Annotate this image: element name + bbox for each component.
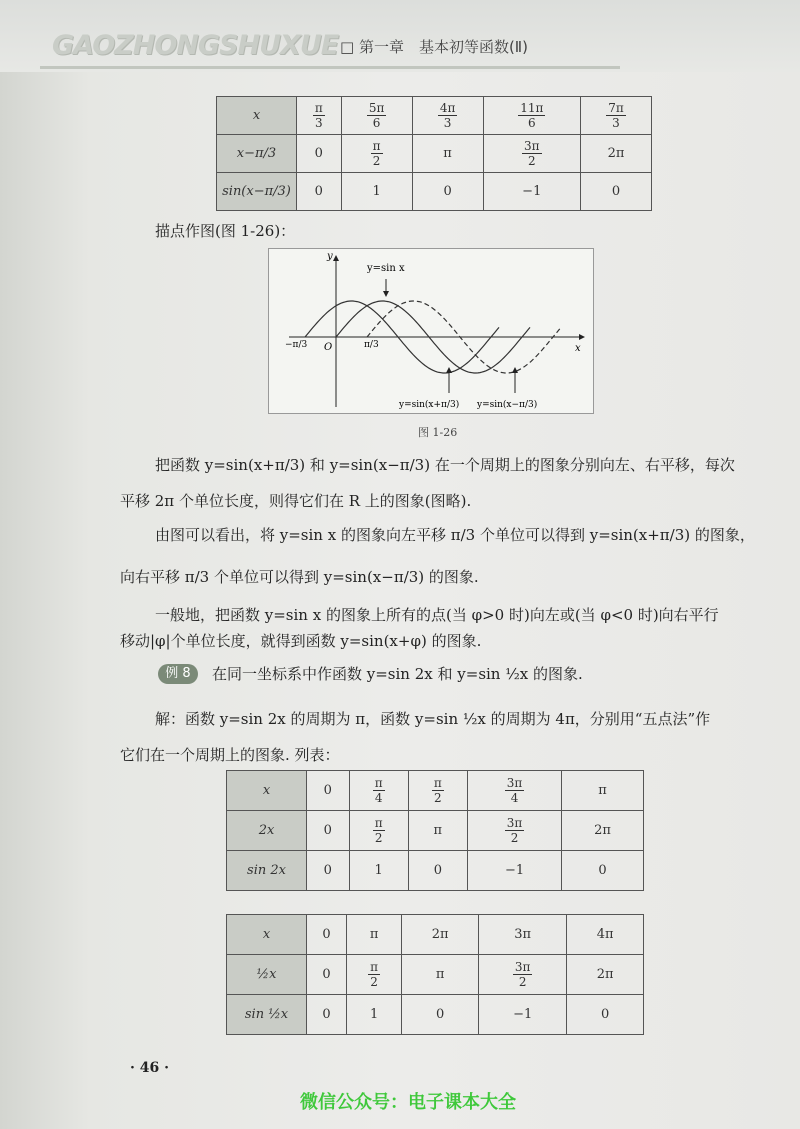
- row-header: x: [227, 915, 307, 955]
- x-axis-arrow: [579, 334, 585, 340]
- table-cell: [467, 771, 561, 811]
- label-left-shift: y=sin(x+π/3): [399, 400, 460, 410]
- fraction: $\frac{5\pi}{6}$: [368, 101, 385, 130]
- row-header: sin(x−π/3): [217, 173, 297, 211]
- table-cell: [349, 811, 408, 851]
- table-cell: −1: [483, 173, 580, 211]
- header-logo: GAOZHONGSHUXUE: [52, 30, 339, 61]
- row-header: x: [217, 97, 297, 135]
- row-header: 2x: [227, 811, 307, 851]
- fraction: $\frac{3\pi}{2}$: [514, 960, 531, 989]
- table-cell: −1: [467, 851, 561, 891]
- page-number: · 46 ·: [130, 1060, 169, 1076]
- fraction: $\frac{\pi}{2}$: [433, 776, 442, 805]
- table-cell: π: [408, 811, 467, 851]
- table-row: [227, 811, 644, 851]
- fraction: $\frac{\pi}{2}$: [374, 816, 383, 845]
- table-row: [227, 995, 644, 1035]
- table-cell: [479, 955, 567, 995]
- table-cell: [483, 97, 580, 135]
- fraction: $\frac{4\pi}{3}$: [439, 101, 456, 130]
- table-cell: 0: [408, 851, 467, 891]
- table-cell: 0: [307, 955, 347, 995]
- table-row: [217, 97, 652, 135]
- table-cell: 0: [580, 173, 651, 211]
- row-header: x: [227, 771, 307, 811]
- table-cell: 0: [567, 995, 644, 1035]
- fraction: $\frac{11\pi}{6}$: [520, 101, 544, 130]
- table-cell: 3π: [479, 915, 567, 955]
- table-cell: 2π: [562, 811, 644, 851]
- label-right-shift: y=sin(x−π/3): [477, 400, 538, 410]
- plot-intro: 描点作图(图 1-26)：: [155, 222, 296, 240]
- table-row: [227, 771, 644, 811]
- table-cell: 0: [297, 173, 342, 211]
- example-badge: 例 8: [158, 664, 198, 684]
- paragraph-3-line-2: 移动|φ|个单位长度，就得到函数 y=sin(x+φ) 的图象.: [120, 632, 482, 650]
- tick-neg: −π/3: [285, 340, 308, 350]
- table-cell: [483, 135, 580, 173]
- paragraph-1-line-1: 把函数 y=sin(x+π/3) 和 y=sin(x−π/3) 在一个周期上的图象分别向左、右平移，每次: [155, 456, 735, 474]
- table-row: [227, 955, 644, 995]
- fraction: $\frac{\pi}{4}$: [374, 776, 383, 805]
- label-y: y: [327, 251, 333, 262]
- fraction: $\frac{3\pi}{2}$: [506, 816, 523, 845]
- arrowhead-left: [446, 367, 452, 373]
- y-axis-arrow: [333, 255, 339, 261]
- arrowhead-top: [383, 291, 389, 297]
- label-sin: y=sin x: [367, 263, 405, 274]
- figure-1-26: [268, 248, 594, 414]
- table-cell: 0: [562, 851, 644, 891]
- fraction: $\frac{\pi}{2}$: [370, 960, 379, 989]
- chapter-title: □ 第一章 基本初等函数(Ⅱ): [340, 38, 529, 56]
- table-cell: 2π: [580, 135, 651, 173]
- fraction: $\frac{3\pi}{2}$: [524, 139, 540, 168]
- label-origin: O: [324, 342, 333, 353]
- arrowhead-right: [512, 367, 518, 373]
- table-cell: −1: [479, 995, 567, 1035]
- table-cell: 2π: [402, 915, 479, 955]
- table-cell: [580, 97, 651, 135]
- table-cell: π: [562, 771, 644, 811]
- table-cell: 4π: [567, 915, 644, 955]
- table-cell: 0: [307, 811, 350, 851]
- table-cell: π: [412, 135, 483, 173]
- fraction: $\frac{7\pi}{3}$: [608, 101, 624, 130]
- table-cell: [349, 771, 408, 811]
- table-cell: [341, 135, 412, 173]
- table-3: [226, 914, 644, 1035]
- solution-line-1: 解：函数 y=sin 2x 的周期为 π，函数 y=sin ½x 的周期为 4π，分别用“五点法”作: [155, 710, 711, 728]
- table-cell: [346, 955, 401, 995]
- row-header: sin ½x: [227, 995, 307, 1035]
- label-x: x: [575, 343, 581, 354]
- table-cell: 0: [307, 851, 350, 891]
- footer-watermark: 微信公众号：电子课本大全: [300, 1092, 516, 1113]
- header-rule: [40, 66, 620, 69]
- tick-pos: π/3: [364, 340, 379, 350]
- table-cell: [412, 97, 483, 135]
- row-header: x−π/3: [217, 135, 297, 173]
- table-cell: 0: [402, 995, 479, 1035]
- table-cell: 2π: [567, 955, 644, 995]
- table-cell: [467, 811, 561, 851]
- paragraph-1-line-2: 平移 2π 个单位长度，则得它们在 R 上的图象(图略).: [120, 492, 472, 510]
- row-header: ½x: [227, 955, 307, 995]
- paragraph-3-line-1: 一般地，把函数 y=sin x 的图象上所有的点(当 φ>0 时)向左或(当 φ<0 时)向右平行: [155, 606, 719, 624]
- paragraph-2-line-1: 由图可以看出，将 y=sin x 的图象向左平移 π/3 个单位可以得到 y=sin(x+π/3) 的图象，: [155, 526, 755, 544]
- fraction: $\frac{3\pi}{4}$: [506, 776, 523, 805]
- table-row: [217, 135, 652, 173]
- table-row: [217, 173, 652, 211]
- fraction: $\frac{\pi}{2}$: [372, 139, 381, 168]
- fraction: $\frac{\pi}{3}$: [314, 101, 323, 130]
- table-cell: [341, 97, 412, 135]
- table-cell: 0: [412, 173, 483, 211]
- table-cell: 0: [307, 771, 350, 811]
- table-cell: 1: [341, 173, 412, 211]
- table-cell: 0: [297, 135, 342, 173]
- solution-line-2: 它们在一个周期上的图象. 列表：: [120, 746, 340, 764]
- table-cell: 0: [307, 995, 347, 1035]
- table-cell: 0: [307, 915, 347, 955]
- table-2: [226, 770, 644, 891]
- table-row: [227, 851, 644, 891]
- sine-graph: [269, 249, 595, 415]
- table-cell: 1: [349, 851, 408, 891]
- figure-caption: 图 1-26: [418, 426, 458, 439]
- example-statement: 在同一坐标系中作函数 y=sin 2x 和 y=sin ½x 的图象.: [212, 665, 583, 683]
- table-cell: [408, 771, 467, 811]
- paragraph-2-line-2: 向右平移 π/3 个单位可以得到 y=sin(x−π/3) 的图象.: [120, 568, 479, 586]
- table-cell: π: [346, 915, 401, 955]
- table-cell: π: [402, 955, 479, 995]
- table-cell: 1: [346, 995, 401, 1035]
- table-1: [216, 96, 652, 211]
- table-row: [227, 915, 644, 955]
- table-cell: [297, 97, 342, 135]
- row-header: sin 2x: [227, 851, 307, 891]
